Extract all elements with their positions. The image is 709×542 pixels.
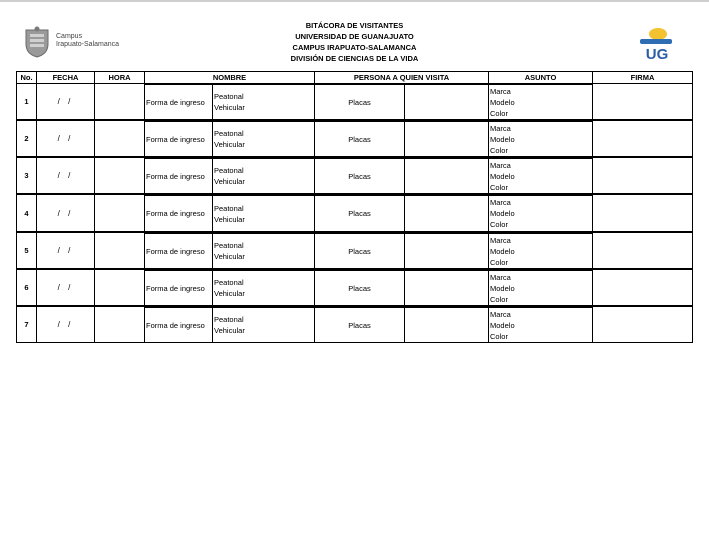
signature-field[interactable]: [593, 84, 693, 121]
entry-mode-options[interactable]: [213, 159, 315, 195]
plates-field[interactable]: [405, 234, 489, 270]
document-title: [0, 20, 709, 64]
campus-line-2: Irapuato-Salamanca: [56, 41, 120, 48]
option-peatonal[interactable]: Peatonal: [214, 129, 244, 138]
option-peatonal[interactable]: Peatonal: [214, 92, 244, 101]
signature-field[interactable]: [593, 120, 693, 157]
row-number: 4: [17, 194, 37, 232]
entry-mode-options[interactable]: [213, 271, 315, 307]
time-field[interactable]: [95, 269, 145, 306]
plates-field[interactable]: [405, 308, 489, 343]
signature-field[interactable]: [593, 157, 693, 194]
signature-field[interactable]: [593, 194, 693, 232]
vehicle-brand-label: Marca: [490, 272, 511, 282]
option-vehicular[interactable]: Vehicular: [214, 177, 245, 186]
option-peatonal[interactable]: Peatonal: [214, 241, 244, 250]
date-field[interactable]: / /: [37, 157, 95, 194]
visitor-log-table: [16, 71, 693, 343]
option-peatonal[interactable]: Peatonal: [214, 315, 244, 324]
option-vehicular[interactable]: Vehicular: [214, 140, 245, 149]
col-header-no: No.: [17, 72, 37, 84]
vehicle-brand-label: Marca: [490, 235, 511, 245]
entry-mode-label: Forma de ingreso: [145, 234, 213, 270]
row-number: 6: [17, 269, 37, 306]
option-peatonal[interactable]: Peatonal: [214, 203, 244, 213]
entry-mode-options[interactable]: [213, 308, 315, 343]
vehicle-color-label: Color: [490, 257, 508, 267]
vehicle-model-label: Modelo: [490, 134, 515, 144]
ug-logo-text: UG: [645, 46, 669, 62]
document-header: [0, 0, 709, 70]
table-body: [17, 84, 693, 343]
date-field[interactable]: / /: [37, 194, 95, 232]
col-header-nombre: NOMBRE: [145, 72, 315, 84]
plates-field[interactable]: [405, 159, 489, 195]
option-vehicular[interactable]: Vehicular: [214, 252, 245, 261]
col-header-fecha: FECHA: [37, 72, 95, 84]
plates-field[interactable]: [405, 196, 489, 233]
col-header-hora: HORA: [95, 72, 145, 84]
entry-mode-label: Forma de ingreso: [145, 122, 213, 158]
vehicle-model-label: Modelo: [490, 246, 515, 256]
option-vehicular[interactable]: Vehicular: [214, 289, 245, 298]
row-number: 1: [17, 84, 37, 121]
entry-mode-label: Forma de ingreso: [145, 196, 213, 233]
time-field[interactable]: [95, 120, 145, 157]
plates-label: Placas: [315, 122, 405, 158]
vehicle-model-label: Modelo: [490, 171, 515, 181]
vehicle-info[interactable]: [489, 271, 593, 307]
vehicle-brand-label: Marca: [490, 309, 511, 319]
option-vehicular[interactable]: Vehicular: [214, 214, 245, 224]
date-field[interactable]: / /: [37, 306, 95, 343]
plates-label: Placas: [315, 271, 405, 307]
entry-mode-label: Forma de ingreso: [145, 271, 213, 307]
option-peatonal[interactable]: Peatonal: [214, 278, 244, 287]
time-field[interactable]: [95, 84, 145, 121]
title-line-3: CAMPUS IRAPUATO-SALAMANCA: [292, 43, 417, 52]
vehicle-color-label: Color: [490, 145, 508, 155]
entry-mode-options[interactable]: [213, 234, 315, 270]
time-field[interactable]: [95, 306, 145, 343]
vehicle-brand-label: Marca: [490, 160, 511, 170]
entry-mode-label: Forma de ingreso: [145, 159, 213, 195]
vehicle-color-label: Color: [490, 331, 508, 341]
plates-field[interactable]: [405, 122, 489, 158]
ug-logo-icon: [636, 26, 676, 62]
title-line-1: BITÁCORA DE VISITANTES: [305, 21, 404, 30]
vehicle-info[interactable]: [489, 159, 593, 195]
col-header-persona: PERSONA A QUIEN VISITA: [315, 72, 489, 84]
col-header-asunto: ASUNTO: [489, 72, 593, 84]
vehicle-color-label: Color: [490, 108, 508, 118]
vehicle-color-label: Color: [490, 294, 508, 304]
row-number: 7: [17, 306, 37, 343]
plates-label: Placas: [315, 85, 405, 121]
title-line-4: DIVISIÓN DE CIENCIAS DE LA VIDA: [290, 54, 419, 63]
vehicle-model-label: Modelo: [490, 320, 515, 330]
plates-field[interactable]: [405, 85, 489, 121]
vehicle-model-label: Modelo: [490, 97, 515, 107]
campus-line-1: Campus: [56, 33, 83, 40]
date-field[interactable]: / /: [37, 232, 95, 269]
signature-field[interactable]: [593, 232, 693, 269]
plates-label: Placas: [315, 308, 405, 343]
table-header-row: [17, 72, 693, 84]
vehicle-color-label: Color: [490, 220, 508, 229]
date-field[interactable]: / /: [37, 84, 95, 121]
row-number: 5: [17, 232, 37, 269]
plates-label: Placas: [315, 196, 405, 233]
title-line-2: UNIVERSIDAD DE GUANAJUATO: [295, 32, 414, 41]
signature-field[interactable]: [593, 306, 693, 343]
entry-mode-options[interactable]: [213, 122, 315, 158]
vehicle-info[interactable]: [489, 85, 593, 121]
vehicle-info[interactable]: [489, 196, 593, 233]
entry-mode-label: Forma de ingreso: [145, 85, 213, 121]
time-field[interactable]: [95, 157, 145, 194]
col-header-firma: FIRMA: [593, 72, 693, 84]
row-number: 3: [17, 157, 37, 194]
date-field[interactable]: / /: [37, 120, 95, 157]
vehicle-brand-label: Marca: [490, 198, 511, 207]
entry-mode-label: Forma de ingreso: [145, 308, 213, 343]
vehicle-color-label: Color: [490, 182, 508, 192]
time-field[interactable]: [95, 232, 145, 269]
row-number: 2: [17, 120, 37, 157]
option-vehicular[interactable]: Vehicular: [214, 103, 245, 112]
vehicle-model-label: Modelo: [490, 209, 515, 218]
plates-label: Placas: [315, 159, 405, 195]
plates-label: Placas: [315, 234, 405, 270]
plates-field[interactable]: [405, 271, 489, 307]
vehicle-model-label: Modelo: [490, 283, 515, 293]
vehicle-brand-label: Marca: [490, 123, 511, 133]
vehicle-info[interactable]: [489, 122, 593, 158]
vehicle-info[interactable]: [489, 234, 593, 270]
signature-field[interactable]: [593, 269, 693, 306]
option-vehicular[interactable]: Vehicular: [214, 326, 245, 335]
entry-mode-options[interactable]: [213, 85, 315, 121]
option-peatonal[interactable]: Peatonal: [214, 166, 244, 175]
vehicle-brand-label: Marca: [490, 86, 511, 96]
vehicle-info[interactable]: [489, 308, 593, 343]
date-field[interactable]: / /: [37, 269, 95, 306]
time-field[interactable]: [95, 194, 145, 232]
entry-mode-options[interactable]: [213, 196, 315, 233]
